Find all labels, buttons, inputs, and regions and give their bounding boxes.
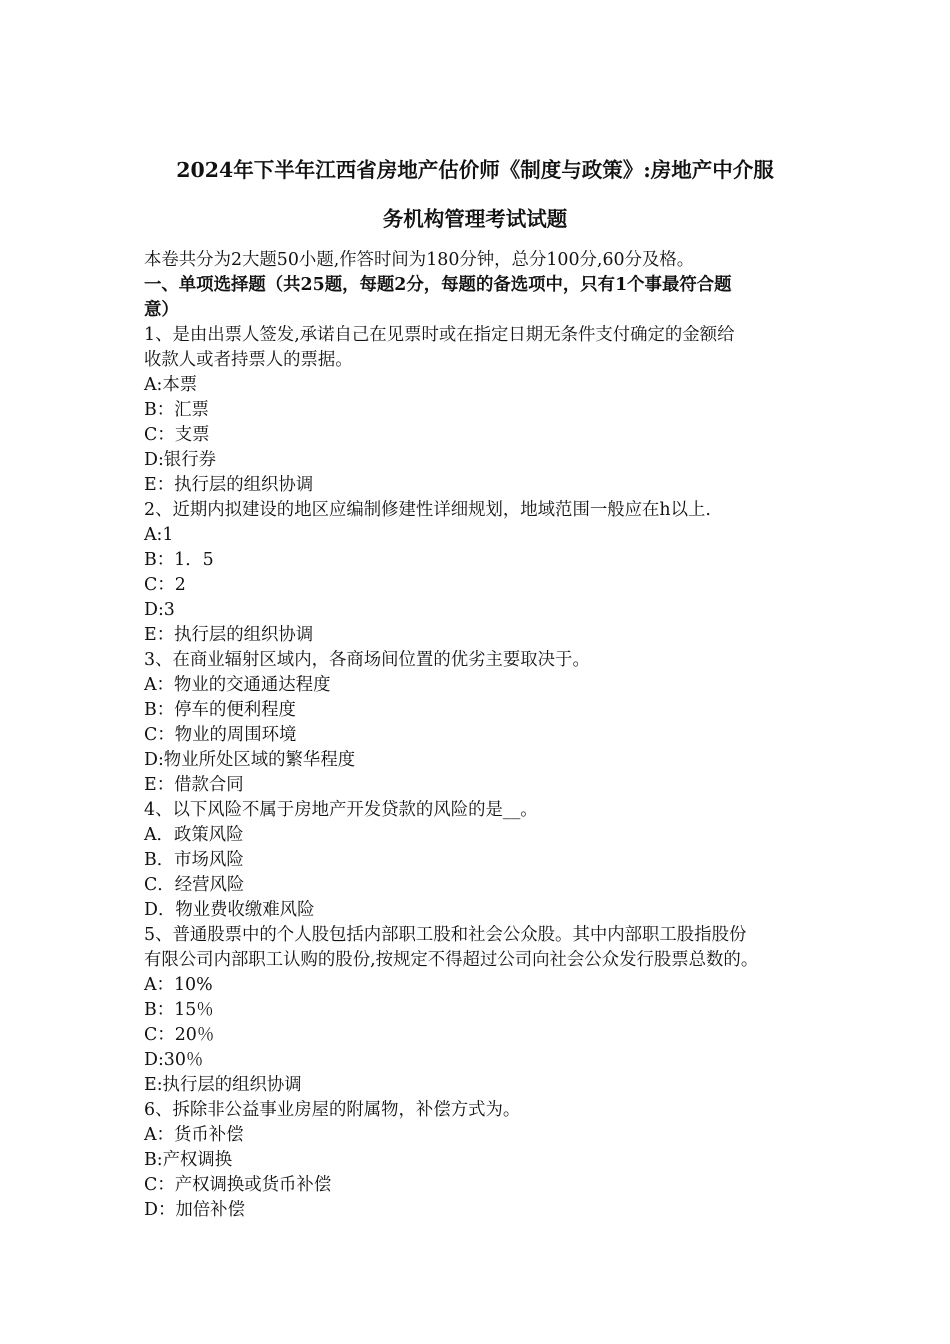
section-heading-line-1: 一、单项选择题（共25题，每题2分，每题的备选项中，只有1个事最符合题 (144, 275, 732, 295)
document-body (144, 248, 814, 1223)
question-6-option-d: D：加倍补偿 (144, 1200, 245, 1220)
question-4 (144, 798, 814, 923)
question-1-stem-line-2: 收款人或者持票人的票据。 (144, 350, 353, 370)
question-4-option-c: C．经营风险 (144, 875, 245, 895)
question-1-option-b: B：汇票 (144, 400, 209, 420)
question-3-option-d: D:物业所处区域的繁华程度 (144, 750, 356, 770)
question-5-option-d: D:30％ (144, 1050, 204, 1070)
question-2-option-a: A:1 (144, 525, 174, 545)
section-heading-line-2: 意） (144, 300, 179, 320)
question-5-option-c: C：20％ (144, 1025, 215, 1045)
question-6-option-b: B:产权调换 (144, 1150, 233, 1170)
question-2-option-b: B：1．5 (144, 550, 214, 570)
question-1-option-e: E：执行层的组织协调 (144, 475, 314, 495)
question-2 (144, 498, 814, 648)
question-2-option-e: E：执行层的组织协调 (144, 625, 314, 645)
question-5-option-e: E:执行层的组织协调 (144, 1075, 302, 1095)
question-5-option-b: B：15％ (144, 1000, 214, 1020)
question-4-option-a: A．政策风险 (144, 825, 244, 845)
question-2-option-c: C：2 (144, 575, 186, 595)
document-title-line-2: 务机构管理考试试题 (382, 207, 568, 231)
question-4-stem-line-1: 4、以下风险不属于房地产开发贷款的风险的是__。 (144, 800, 538, 820)
question-1 (144, 323, 814, 498)
question-5-stem-line-2: 有限公司内部职工认购的股份,按规定不得超过公司向社会公众发行股票总数的。 (144, 950, 759, 970)
question-6-stem-line-1: 6、拆除非公益事业房屋的附属物，补偿方式为。 (144, 1100, 521, 1120)
question-3-option-e: E：借款合同 (144, 775, 244, 795)
question-1-option-a: A:本票 (144, 375, 198, 395)
question-5-option-a: A：10% (144, 975, 213, 995)
question-6-option-c: C：产权调换或货币补偿 (144, 1175, 332, 1195)
document-title-line-1: 2024年下半年江西省房地产估价师《制度与政策》:房地产中介服 (176, 158, 774, 182)
question-3-option-b: B：停车的便利程度 (144, 700, 296, 720)
question-1-option-d: D:银行券 (144, 450, 216, 470)
exam-intro: 本卷共分为2大题50小题,作答时间为180分钟，总分100分,60分及格。 (144, 250, 695, 270)
question-3-option-a: A：物业的交通通达程度 (144, 675, 331, 695)
question-4-option-d: D．物业费收缴难风险 (144, 900, 315, 920)
question-3-option-c: C：物业的周围环境 (144, 725, 297, 745)
question-1-stem-line-1: 1、是由出票人签发,承诺自己在见票时或在指定日期无条件支付确定的金额给 (144, 325, 735, 345)
question-6 (144, 1098, 814, 1223)
question-4-option-b: B．市场风险 (144, 850, 244, 870)
question-2-option-d: D:3 (144, 600, 175, 620)
question-5 (144, 923, 814, 1098)
question-6-option-a: A：货币补偿 (144, 1125, 244, 1145)
question-3-stem-line-1: 3、在商业辐射区域内，各商场间位置的优劣主要取决于。 (144, 650, 590, 670)
question-1-option-c: C：支票 (144, 425, 210, 445)
question-3 (144, 648, 814, 798)
question-2-stem-line-1: 2、近期内拟建设的地区应编制修建性详细规划，地域范围一般应在h以上. (144, 500, 711, 520)
question-5-stem-line-1: 5、普通股票中的个人股包括内部职工股和社会公众股。其中内部职工股指股份 (144, 925, 747, 945)
